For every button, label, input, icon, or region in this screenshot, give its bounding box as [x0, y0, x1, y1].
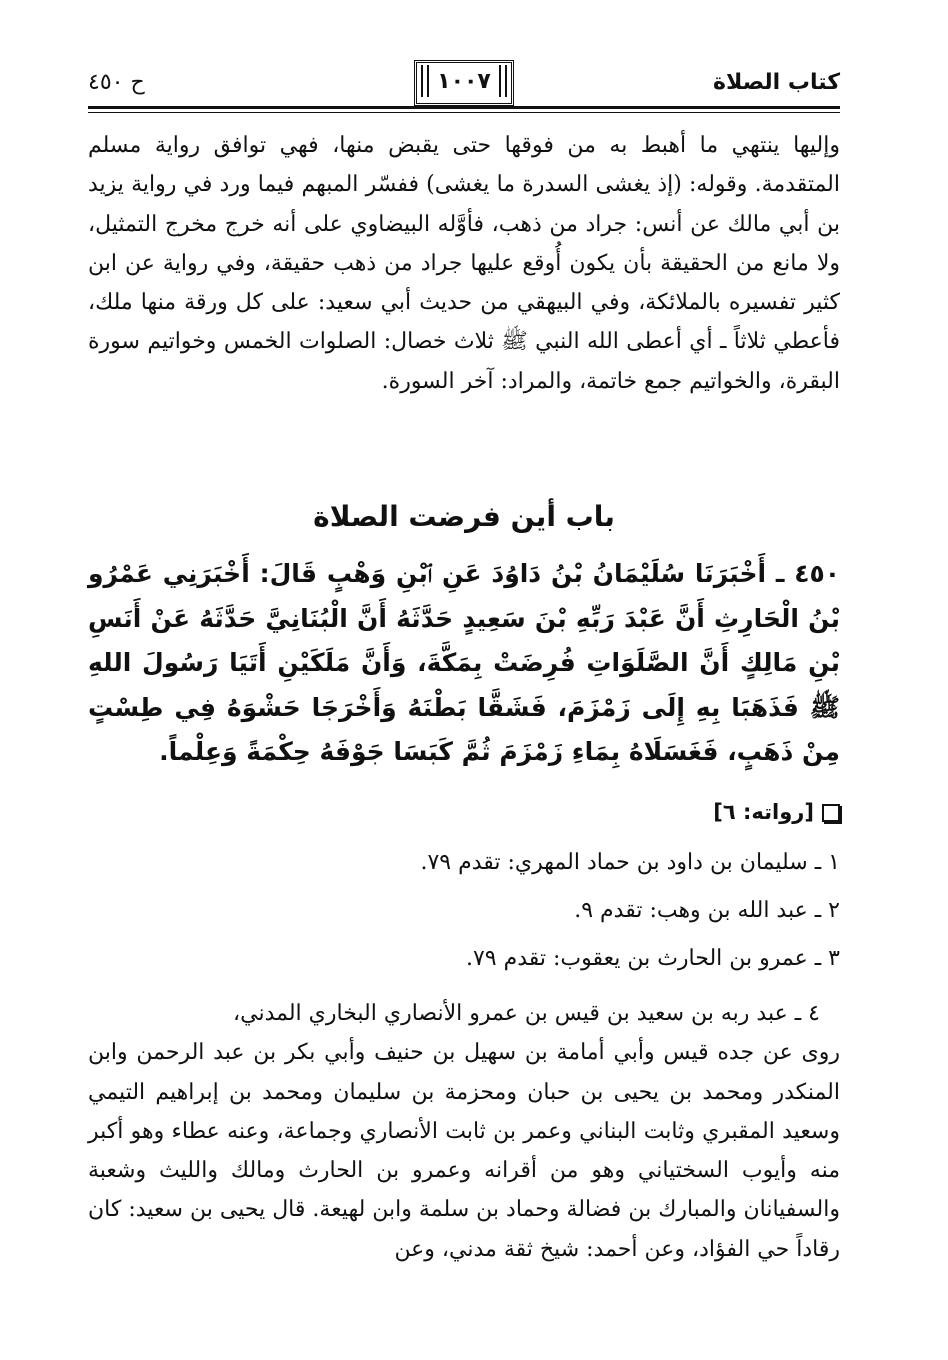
narrator-4-biography — [88, 994, 840, 1269]
narrator-item: ١ ـ سليمان بن داود بن حماد المهري: تقدم ٧٩. — [420, 850, 840, 875]
narrators-heading — [713, 800, 840, 824]
book-title: كتاب الصلاة — [713, 70, 840, 95]
commentary-paragraph: وإليها ينتهي ما أهبط به من فوقها حتى يقبض منها، فهي توافق رواية مسلم المتقدمة. وقوله: (إذ يغشى السدرة ما يغشى) ففسّر المبهم فيما ورد في رواية يزيد بن أبي مالك عن أنس: جراد من ذهب، فأوَّله البيضاوي على أنه خرج مخرج التمثيل، ولا مانع من الحقيقة بأن يكون أُوقع عليها جراد من ذهب حقيقة، وفي رواية عن ابن كثير تفسيره بالملائكة، وفي البيهقي من حديث أبي سعيد: على كل ورقة منها ملك، فأعطي ثلاثاً ـ أي أعطى الله النبي ﷺ ثلاث خصال: الصلوات الخمس وخواتيم سورة البقرة، والخواتيم جمع خاتمة، والمراد: آخر السورة. — [88, 133, 840, 394]
header-rule-thin — [88, 112, 840, 113]
narrator-item: ٣ ـ عمرو بن الحارث بن يعقوب: تقدم ٧٩. — [465, 946, 840, 971]
header-rule-thick — [88, 106, 840, 109]
narrator-item: ٢ ـ عبد الله بن وهب: تقدم ٩. — [574, 898, 840, 923]
hadith-text: ٤٥٠ ـ أَخْبَرَنَا سُلَيْمَانُ بْنُ دَاوُدَ عَنِ ٱبْنِ وَهْبٍ قَالَ: أَخْبَرَنِي عَمْرُو بْنُ الْحَارِثِ أَنَّ عَبْدَ رَبِّهِ بْنَ سَعِيدٍ حَدَّثَهُ أَنَّ الْبُنَانِيَّ حَدَّثَهُ عَنْ أَنَسِ بْنِ مَالِكٍ أَنَّ الصَّلَوَاتِ فُرِضَتْ بِمَكَّةَ، وَأَنَّ مَلَكَيْنِ أَتَيَا رَسُولَ اللهِ ﷺ فَذَهَبَا بِهِ إِلَى زَمْزَمَ، فَشَقَّا بَطْنَهُ وَأَخْرَجَا حَشْوَهُ فِي طِسْتٍ مِنْ ذَهَبٍ، فَغَسَلَاهُ بِمَاءِ زَمْزَمَ ثُمَّ كَبَسَا جَوْفَهُ حِكْمَةً وَعِلْماً. — [88, 559, 840, 766]
checkbox-square-icon — [822, 804, 840, 822]
narrators-heading-label: [رواته: ٦] — [713, 800, 814, 824]
narrator-4-details: روى عن جده قيس وأبي أمامة بن سهيل بن حنيف وأبي بكر بن عبد الرحمن وابن المنكدر ومحمد بن يحيى بن حبان ومحزمة بن سليمان ومحمد بن إبراهيم التيمي وسعيد المقبري وثابت البناني وعمر بن ثابت الأنصاري وجماعة، وعنه عطاء وهو أكبر منه وأيوب السختياني وهو من أقرانه وعمرو بن الحارث ومالك والليث وشعبة والسفيانان والمبارك بن فضالة وحماد بن سلمة وابن لهيعة. قال يحيى بن سعيد: كان رقاداً حي الفؤاد، وعن أحمد: شيخ ثقة مدني، وعن — [88, 1040, 840, 1262]
hadith-reference: ح ٤٥٠ — [88, 70, 145, 95]
narrator-4-name-line: ٤ ـ عبد ربه بن سعيد بن قيس بن عمرو الأنصاري البخاري المدني، — [233, 1001, 820, 1026]
page-header — [88, 58, 840, 108]
page-number: ١٠٠٧ — [414, 60, 514, 106]
chapter-title: باب أين فرضت الصلاة — [313, 500, 615, 533]
